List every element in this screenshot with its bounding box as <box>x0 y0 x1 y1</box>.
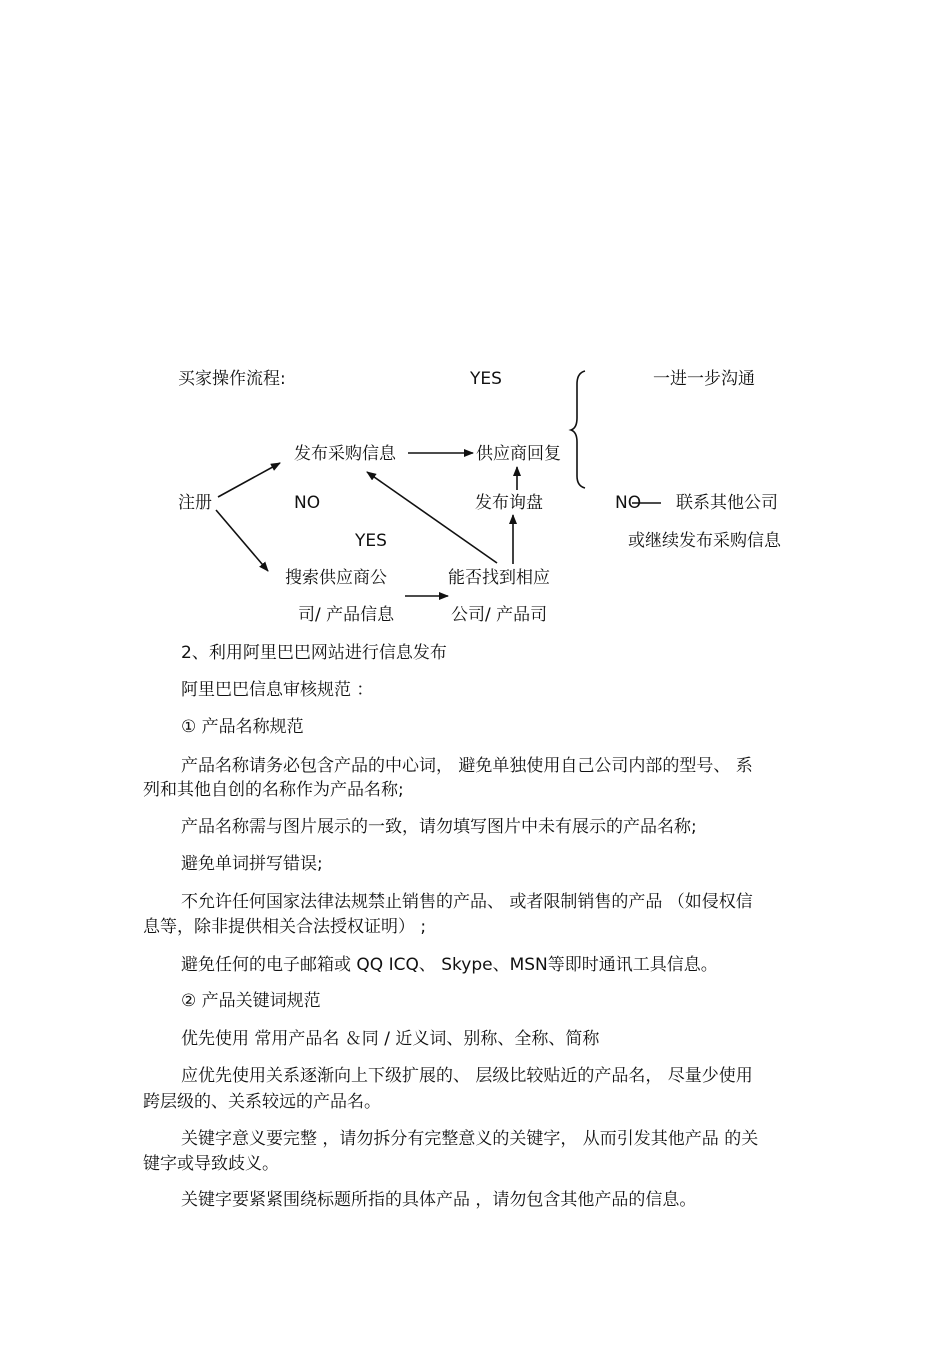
review-rules-heading: 阿里巴巴信息审核规范 ： <box>181 680 374 700</box>
flowchart-connectors <box>0 0 950 640</box>
rule1-paragraph1-line2: 列和其他自创的名称作为产品名称; <box>143 780 404 800</box>
arrow-register-to-publish <box>218 463 280 497</box>
rule2-paragraph4: 关键字要紧紧围绕标题所指的具体产品 ，请勿包含其他产品的信息。 <box>181 1190 697 1210</box>
rule2-paragraph3-line1: 关键字意义要完整 ，请勿拆分有完整意义的关键字， 从而引发其他产品 的关 <box>181 1129 759 1149</box>
label-yes-top: YES <box>470 369 502 389</box>
step-post-inquiry: 发布询盘 <box>475 493 543 513</box>
curly-brace <box>571 371 585 488</box>
rule1-paragraph5: 避免任何的电子邮箱或 QQ ICQ、 Skype、MSN等即时通讯工具信息。 <box>181 955 718 975</box>
rule1-paragraph3: 避免单词拼写错误; <box>181 854 323 874</box>
section2-heading: 2、利用阿里巴巴网站进行信息发布 <box>181 643 447 663</box>
rule2-paragraph3-line2: 键字或导致歧义。 <box>143 1154 279 1174</box>
rule2-heading: ② 产品关键词规范 <box>181 991 321 1011</box>
rule1-paragraph2: 产品名称需与图片展示的一致，请勿填写图片中未有展示的产品名称; <box>181 817 697 837</box>
rule1-paragraph4-line1: 不允许任何国家法律法规禁止销售的产品、 或者限制销售的产品 （如侵权信 <box>181 892 753 912</box>
flow-title: 买家操作流程: <box>178 369 286 389</box>
label-no-right: NO <box>615 493 642 513</box>
step-further-communication: 一进一步沟通 <box>653 369 755 389</box>
step-supplier-reply: 供应商回复 <box>476 444 561 464</box>
rule1-paragraph1-line1: 产品名称请务必包含产品的中心词， 避免单独使用自己公司内部的型号、 系 <box>181 756 753 776</box>
rule2-paragraph2-line2: 跨层级的、关系较远的产品名。 <box>143 1092 381 1112</box>
rule2-paragraph2-line1: 应优先使用关系逐渐向上下级扩展的、 层级比较贴近的产品名， 尽量少使用 <box>181 1066 753 1086</box>
step-contact-other: 联系其他公司 <box>676 493 778 513</box>
step-find-line2: 公司/ 产品司 <box>451 605 548 625</box>
step-or-continue: 或继续发布采购信息 <box>628 531 781 551</box>
step-find-line1: 能否找到相应 <box>448 568 550 588</box>
step-search-line2: 司/ 产品信息 <box>298 605 395 625</box>
rule1-paragraph4-line2: 息等，除非提供相关合法授权证明） ; <box>143 917 427 937</box>
step-register: 注册 <box>178 493 212 513</box>
label-yes-mid: YES <box>355 531 387 551</box>
label-no-left: NO <box>294 493 321 513</box>
step-publish-buy-info: 发布采购信息 <box>294 444 396 464</box>
arrow-register-to-search <box>216 510 268 571</box>
step-search-line1: 搜索供应商公 <box>285 568 387 588</box>
rule2-paragraph1: 优先使用 常用产品名 ＆同 / 近义词、别称、全称、简称 <box>181 1029 600 1049</box>
rule1-heading: ① 产品名称规范 <box>181 717 304 737</box>
